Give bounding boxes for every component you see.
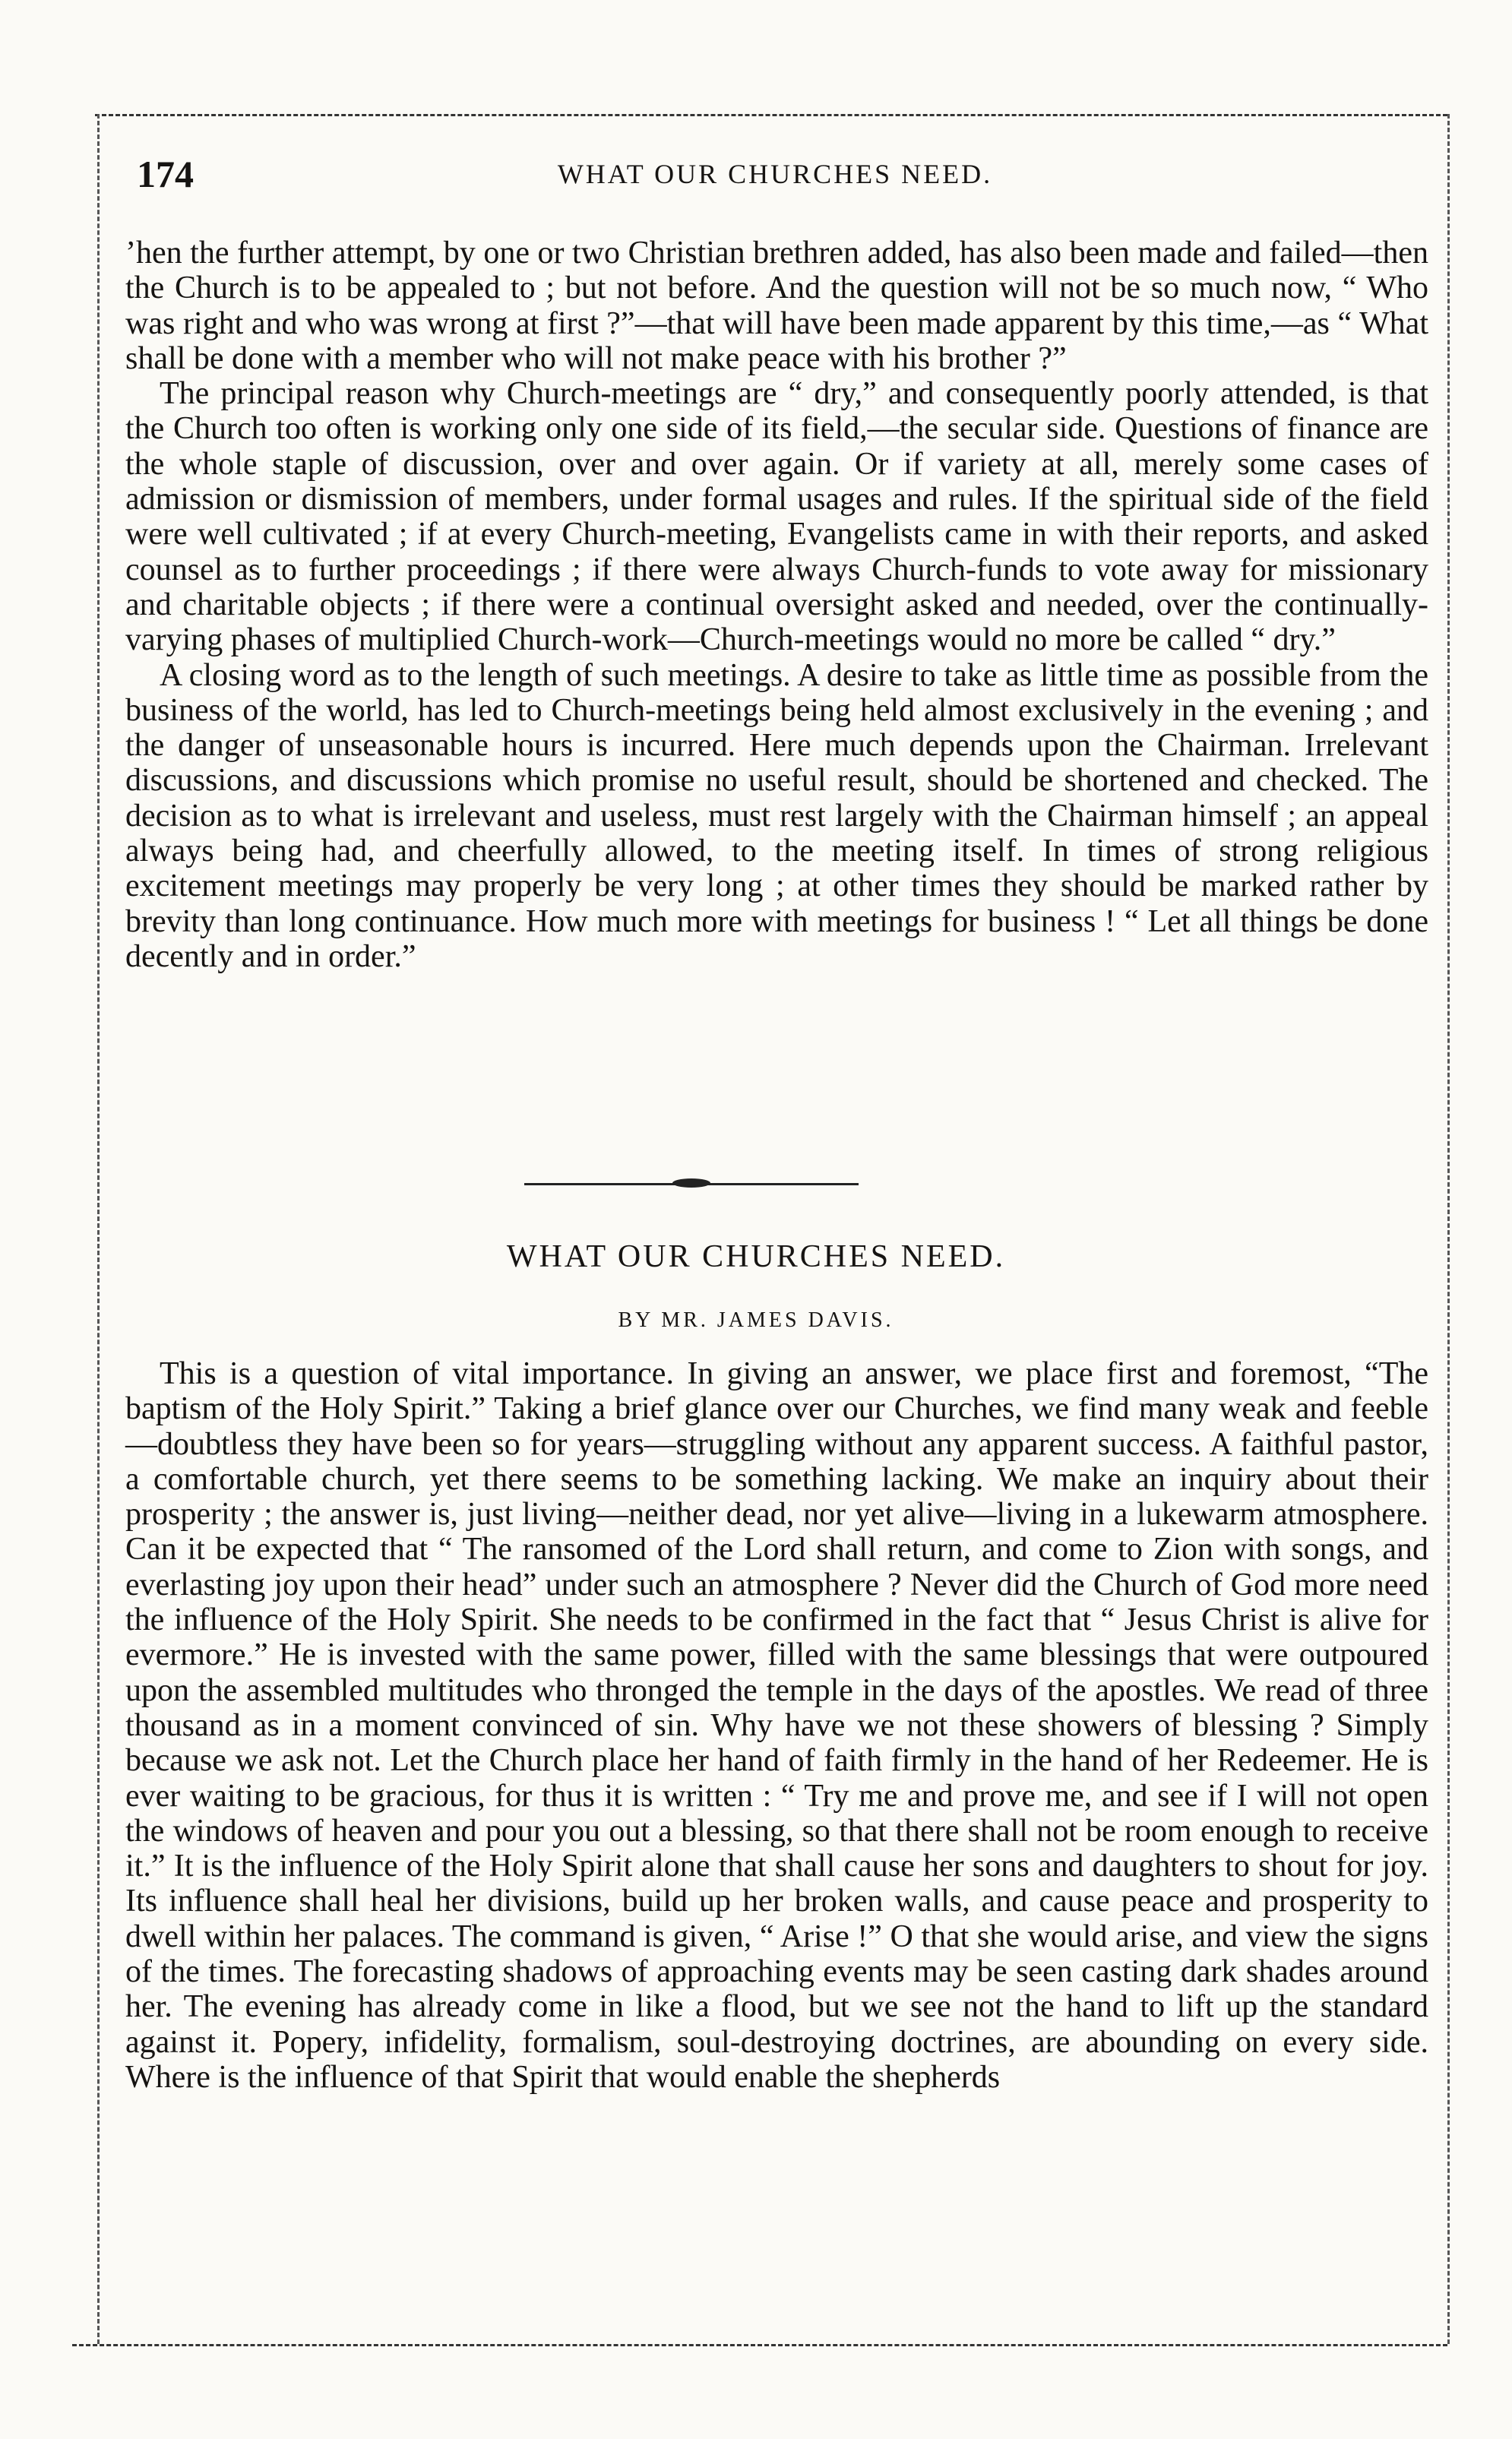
left-border-rule (97, 114, 100, 2344)
running-head (137, 152, 1413, 198)
running-title: WHAT OUR CHURCHES NEED. (557, 159, 993, 189)
paragraph: A closing word as to the length of such meetings. A desire to take as little time as possible from the business of the world, has led to Church-meetings being held almost exclusively in the evening ; and the danger of unseasonable hours is incurred. Here much depends upon the Chairman. Irrelevant discussions, and discussions which promise no useful result, should be shortened and checked. The decision as to what is irrelevant and useless, must rest largely with the Chairman himself ; an appeal always being had, and cheerfully allowed, to the meeting itself. In times of strong religious excitement meetings may properly be very long ; at other times they should be marked rather by brevity than long continuance. How much more with meetings for business ! “ Let all things be done decently and in order.” (125, 657, 1428, 974)
paragraph: The principal reason why Church-meetings are “ dry,” and consequently poorly attended, is that the Church too often is working only one side of its field,—the secular side. Questions of finance are the whole staple of discussion, over and over again. Or if variety at all, merely some cases of admission or dismission of members, under formal usages and rules. If the spiritual side of the field were well cultivated ; if at every Church-meeting, Evangelists came in with their reports, and asked counsel as to further proceedings ; if there were always Church-funds to vote away for missionary and charitable objects ; if there were a continual oversight asked and needed, over the continually-varying phases of multiplied Church-work—Church-meetings would no more be called “ dry.” (125, 376, 1428, 658)
section-divider-ornament (524, 1178, 859, 1190)
paragraph: This is a question of vital importance. In giving an answer, we place first and foremost, “The baptism of the Holy Spirit.” Taking a brief glance over our Churches, we find many weak and feeble—doubtless they have been so for years—struggling without any apparent success. A faithful pastor, a comfortable church, yet there seems to be something lacking. We make an inquiry about their prosperity ; the answer is, just living—neither dead, nor yet alive—living in a lukewarm atmosphere. Can it be expected that “ The ransomed of the Lord shall return, and come to Zion with songs, and everlasting joy upon their head” under such an atmosphere ? Never did the Church of God more need the influence of the Holy Spirit. She needs to be confirmed in the fact that “ Jesus Christ is alive for evermore.” He is invested with the same power, filled with the same blessings that were outpoured upon the assembled multitudes who thronged the temple in the days of the apostles. We read of three thousand as in a moment convinced of sin. Why have we not these showers of blessing ? Simply because we ask not. Let the Church place her hand of faith firmly in the hand of her Redeemer. He is ever waiting to be gracious, for thus it is written : “ Try me and prove me, and see if I will not open the windows of heaven and pour you out a blessing, so that there shall not be room enough to receive it.” It is the influence of the Holy Spirit alone that shall cause her sons and daughters to shout for joy. Its influence shall heal her divisions, build up her broken walls, and cause peace and prosperity to dwell within her palaces. The command is given, “ Arise !” O that she would arise, and view the signs of the times. The forecasting shadows of approaching events may be seen casting dark shades around her. The evening has already come in like a flood, but we see not the hand to lift up the standard against it. Popery, infidelity, formalism, soul-destroying doctrines, are abounding on every side. Where is the influence of that Spirit that would enable the shepherds (125, 1356, 1428, 2095)
page-number: 174 (137, 153, 194, 195)
bottom-border-rule (72, 2344, 1447, 2346)
article-body (125, 1356, 1428, 2095)
paragraph: ’hen the further attempt, by one or two Christian brethren added, has also been made and failed—then the Church is to be appealed to ; but not before. And the question will not be so much now, “ Who was right and who was wrong at first ?”—that will have been made apparent by this time,—as “ What shall be done with a member who will not make peace with his brother ?” (125, 236, 1428, 376)
right-border-rule (1447, 114, 1450, 2344)
top-border-rule (95, 114, 1447, 116)
article-title: WHAT OUR CHURCHES NEED. (506, 1239, 1006, 1274)
continued-section (125, 236, 1428, 974)
article-byline: BY MR. JAMES DAVIS. (618, 1308, 894, 1332)
